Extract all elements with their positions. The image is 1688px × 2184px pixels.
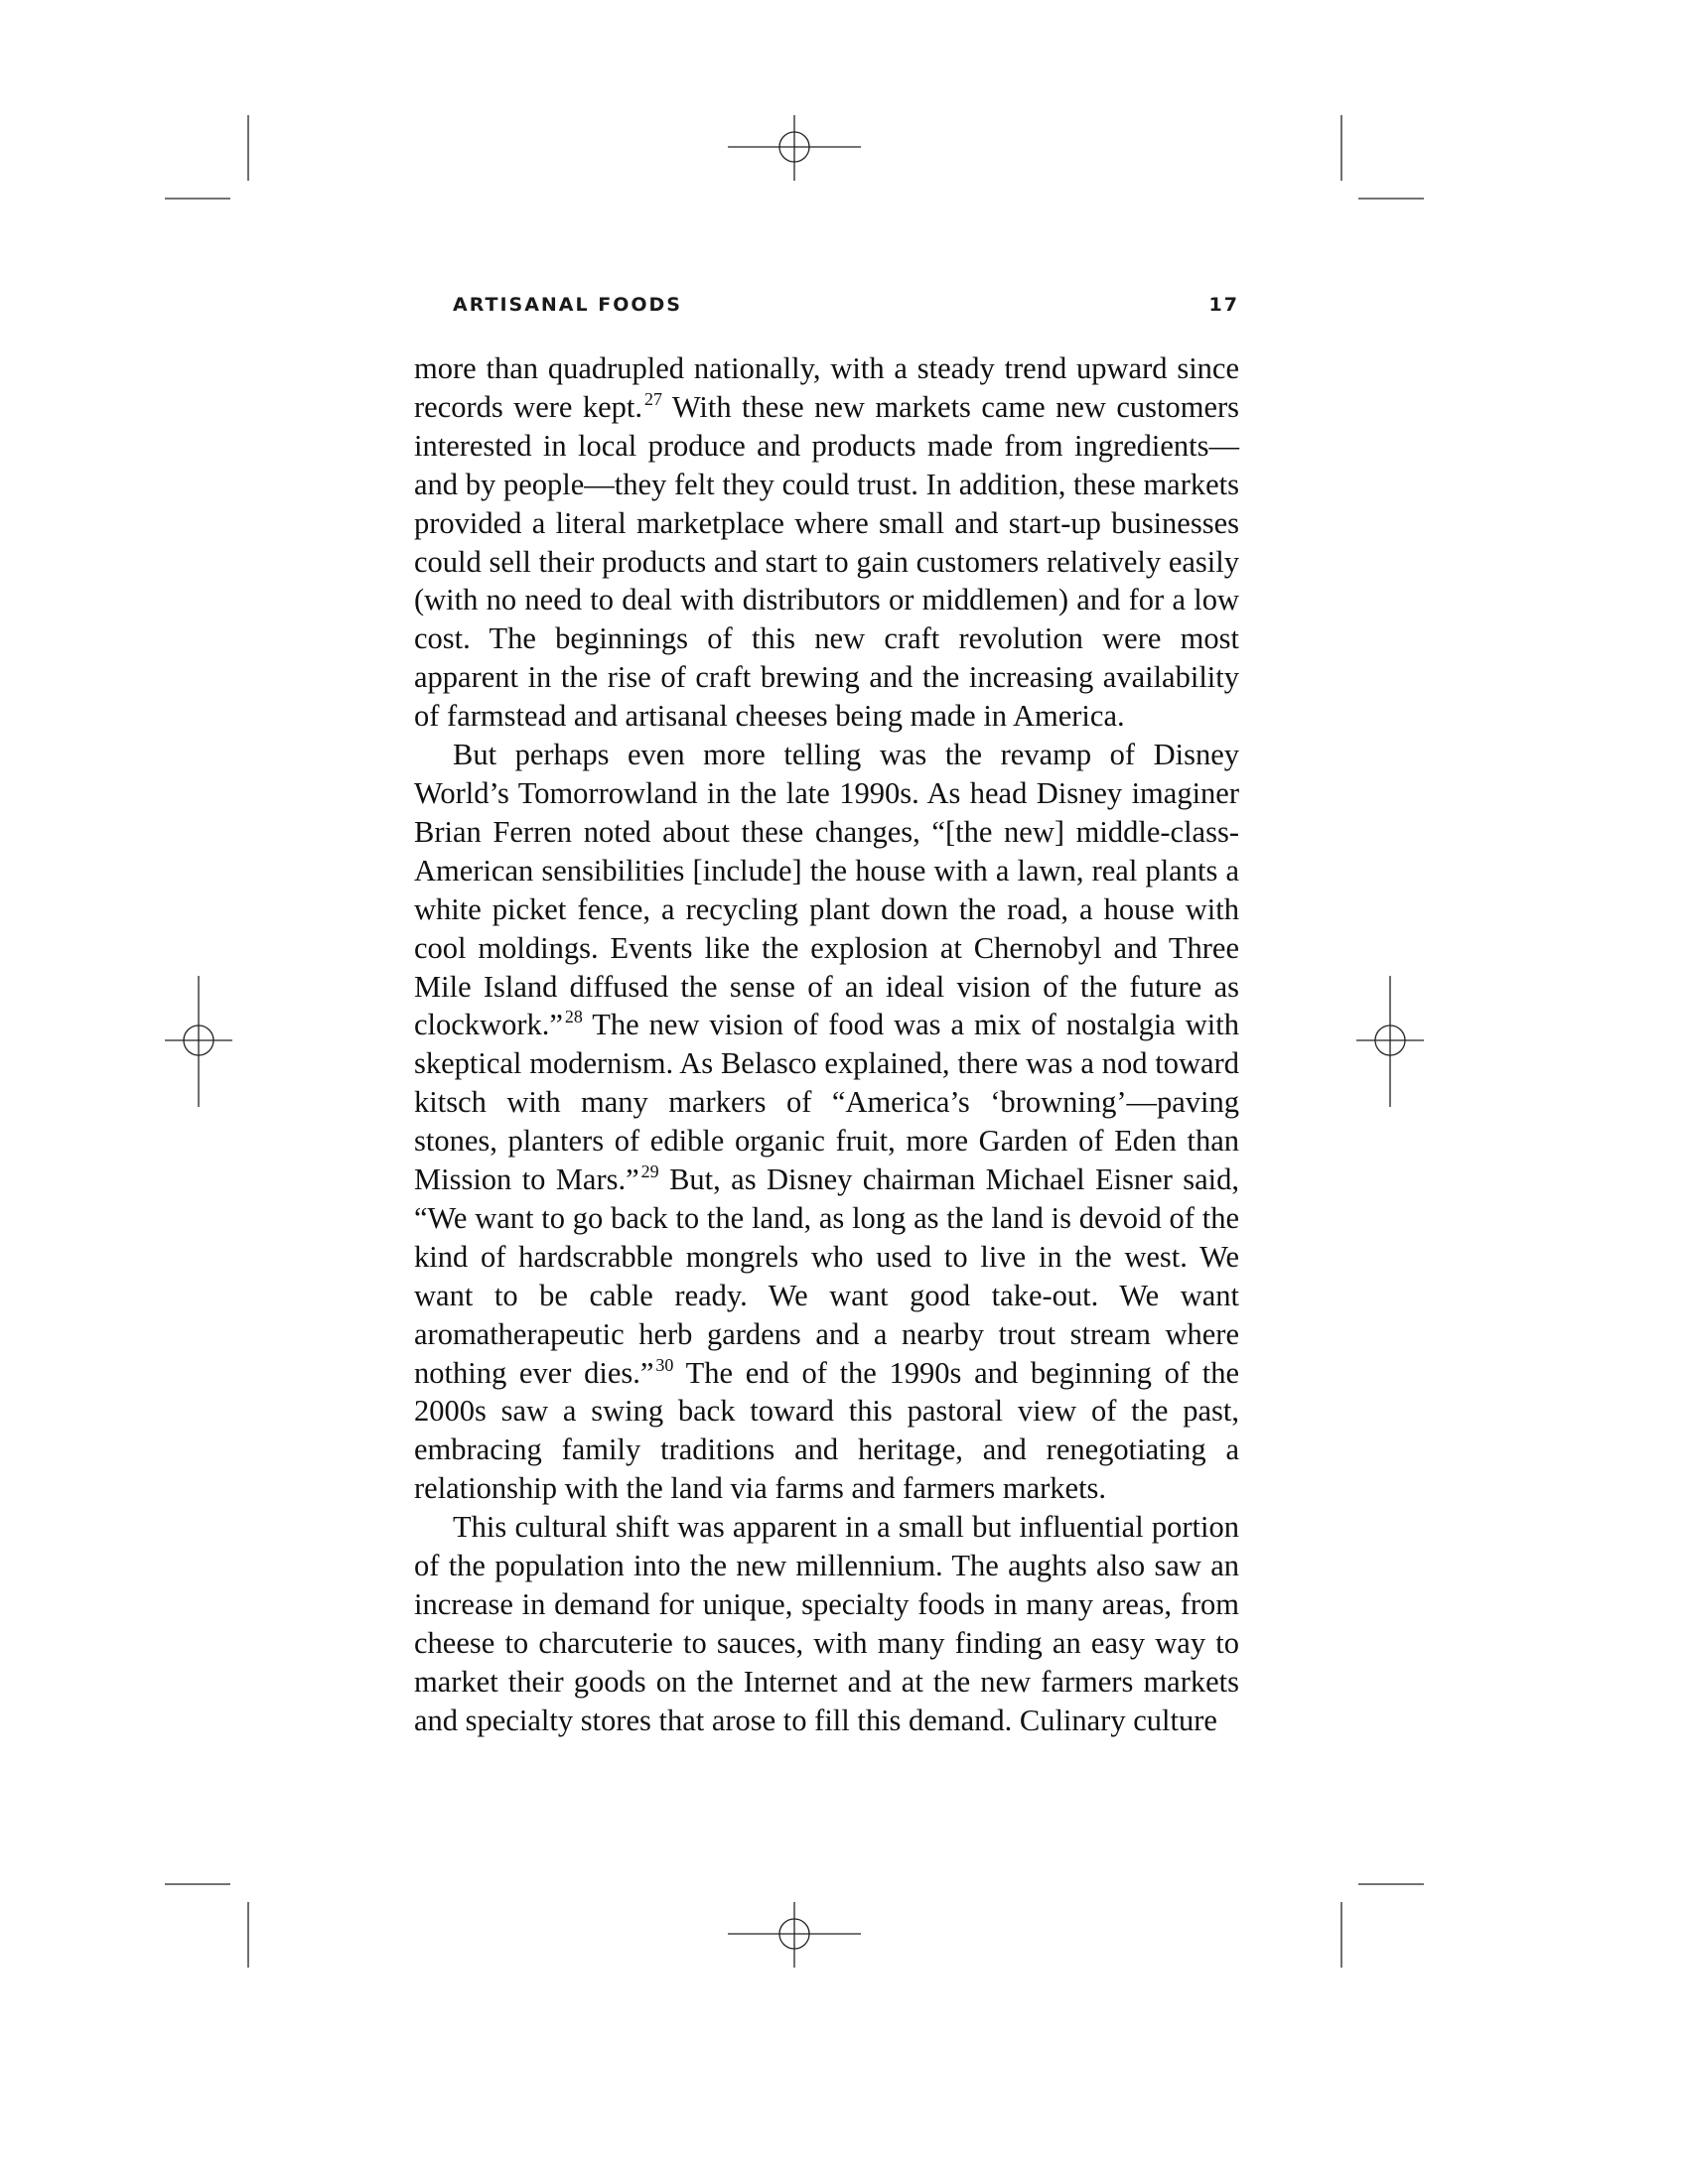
paragraph-3 (414, 1508, 1239, 1739)
registration-mark-left (165, 976, 232, 1107)
paragraph-2-text-c: But, as Disney chairman Michael Eisner said, “We want to go back to the land, as long as the land is devoid of the kind of hardscrabble mongrels who used to live in the west. We want to be cable ready. We want good take-out. We want aromatherapeutic herb gardens and a nearby trout stream where nothing ever dies.” (414, 1162, 1240, 1390)
paragraph-1 (414, 349, 1239, 736)
running-head (453, 294, 1239, 316)
paragraph-1-text-a: more than quadrupled nationally, with a steady trend upward since records were kept. (414, 351, 1239, 424)
paragraph-2-text-a: But perhaps even more telling was the revamp of Disney World’s Tomorrowland in the late 1990s. As head Disney imaginer Brian Ferren noted about these changes, “[the new] middle-class-American sensibilities [include] the house with a lawn, real plants a white picket fence, a recycling plant down the road, a house with cool moldings. Events like the explosion at Chernobyl and Three Mile Island diffused the sense of an ideal vision of the future as clockwork.” (414, 738, 1239, 1042)
registration-mark-top (728, 115, 861, 181)
running-head-title: ARTISANAL FOODS (453, 294, 682, 316)
crop-mark-top-right (1341, 115, 1424, 199)
body-text (414, 349, 1239, 1740)
crop-mark-top-left (165, 115, 248, 199)
footnote-ref-27: 27 (644, 388, 662, 409)
registration-mark-bottom (728, 1902, 861, 1968)
crop-mark-bottom-right (1341, 1884, 1424, 1968)
paragraph-1-text-b: With these new markets came new customers interested in local produce and products made from ingredients— and by people—they felt they could trust. In addition, these markets provided a literal marketplace where small and start-up businesses could sell their products and start to gain customers relatively easily (with no need to deal with distributors or middlemen) and for a low cost. The beginnings of this new craft revolution were most apparent in the rise of craft brewing and the increasing availability of farmstead and artisanal cheeses being made in America. (414, 389, 1240, 734)
page-number: 17 (1208, 294, 1239, 316)
paragraph-2-text-b: The new vision of food was a mix of nostalgia with skeptical modernism. As Belasco explained, there was a nod toward kitsch with many markers of “America’s ‘browning’—paving stones, planters of edible organic fruit, more Garden of Eden than Mission to Mars.” (414, 1008, 1239, 1197)
crop-mark-bottom-left (165, 1884, 248, 1968)
footnote-ref-30: 30 (655, 1354, 674, 1375)
footnote-ref-28: 28 (564, 1007, 583, 1027)
paragraph-2-text-d: The end of the 1990s and beginning of the 2000s saw a swing back toward this pastoral view of the past, embracing family traditions and heritage, and renegotiating a relationship with the land via farms and farmers markets. (414, 1355, 1239, 1506)
registration-mark-right (1356, 976, 1424, 1107)
footnote-ref-29: 29 (640, 1161, 659, 1182)
paragraph-2 (414, 736, 1239, 1508)
paragraph-3-text: This cultural shift was apparent in a small but influential portion of the population into the new millennium. The aughts also saw an increase in demand for unique, specialty foods in many areas, from cheese to charcuterie to sauces, with many finding an easy way to market their goods on the Internet and at the new farmers markets and specialty stores that arose to fill this demand. Culinary culture (414, 1510, 1239, 1737)
